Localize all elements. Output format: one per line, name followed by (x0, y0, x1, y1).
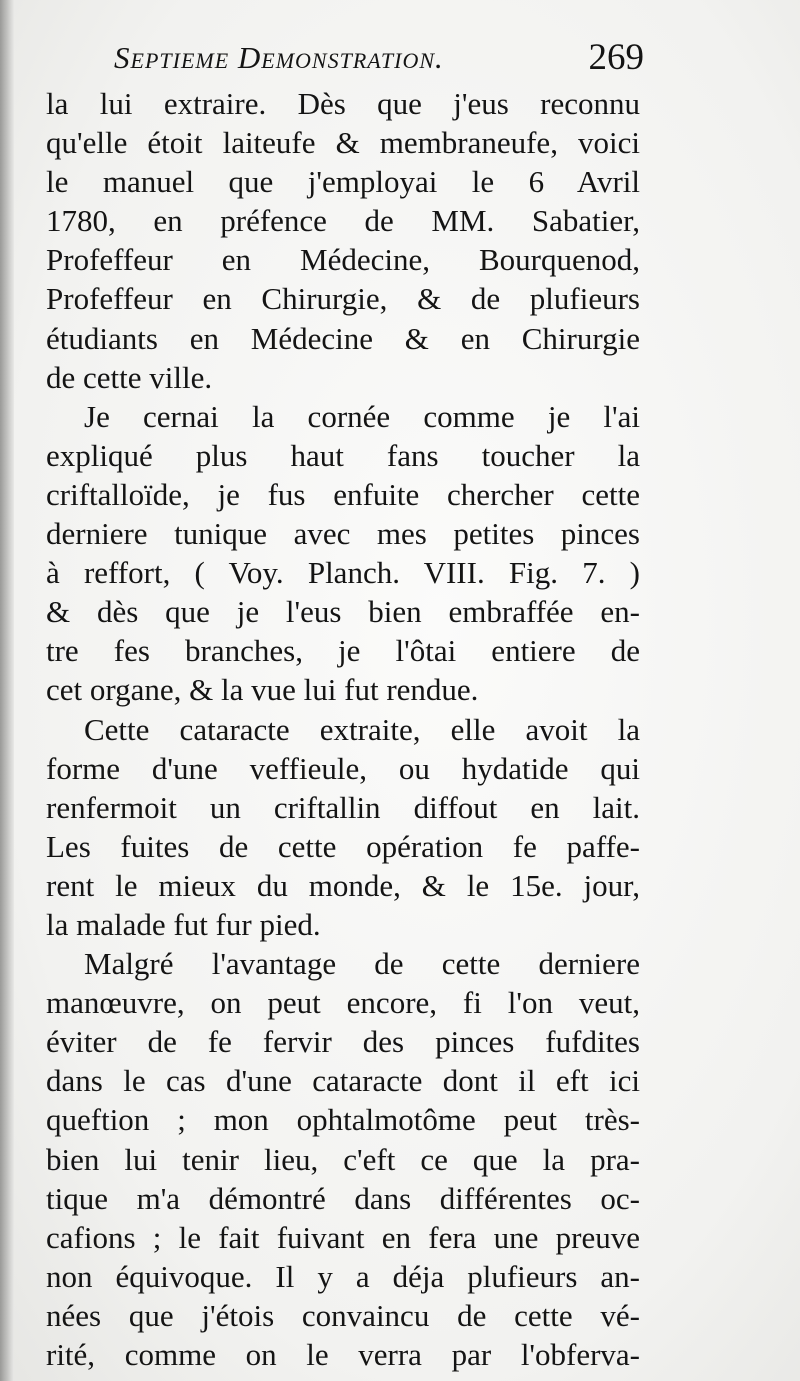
text-line: Profeffeur en Médecine, Bourquenod, (46, 242, 640, 278)
text-line: 1780, en préfence de MM. Sabatier, (46, 203, 640, 239)
text-line: de cette ville. (46, 359, 213, 395)
text-line: qu'elle étoit laiteufe & membraneufe, voici (46, 125, 640, 161)
text-line: étudiants en Médecine & en Chirurgie (46, 320, 640, 356)
text-line: renfermoit un criftallin diffout en lait. (46, 789, 640, 825)
page-header (114, 36, 644, 86)
bleed-through-margin (671, 194, 793, 248)
text-line: dans le cas d'une cataracte dont il eft ici (46, 1063, 640, 1099)
text-line: Cette cataracte extraite, elle avoit la (84, 711, 640, 747)
text-line: Malgré l'avantage de cette derniere (84, 946, 640, 982)
text-line: queftion ; mon ophtalmotôme peut très- (46, 1102, 640, 1138)
page-edge-shadow (0, 0, 14, 1381)
text-line: à reffort, ( Voy. Planch. VIII. Fig. 7. ) (46, 555, 640, 591)
text-line: & dès que je l'eus bien embraffée en- (46, 594, 640, 630)
running-title: Septieme Demonstration. (114, 40, 444, 75)
text-line: bien lui tenir lieu, c'eft ce que la pra- (46, 1141, 640, 1177)
page-number: 269 (588, 37, 644, 78)
text-line: non équivoque. Il y a déja plufieurs an- (46, 1258, 640, 1294)
text-line: derniere tunique avec mes petites pinces (46, 516, 640, 552)
text-line: expliqué plus haut fans toucher la (46, 437, 640, 473)
text-line: la lui extraire. Dès que j'eus reconnu (46, 86, 640, 121)
text-line: forme d'une veffieule, ou hydatide qui (46, 750, 640, 786)
text-line: criftalloïde, je fus enfuite chercher cette (46, 476, 640, 512)
text-line: tique m'a démontré dans différentes oc- (46, 1180, 640, 1216)
text-line: nées que j'étois convaincu de cette vé- (46, 1297, 640, 1333)
text-line: cafions ; le fait fuivant en fera une preuve (46, 1219, 640, 1255)
body-text (46, 84, 640, 1374)
text-line: le manuel que j'employai le 6 Avril (46, 164, 640, 200)
text-line: Je cernai la cornée comme je l'ai (84, 398, 640, 434)
text-line: tre fes branches, je l'ôtai entiere de (46, 633, 640, 669)
text-line: Profeffeur en Chirurgie, & de plufieurs (46, 281, 640, 317)
text-line: cet organe, & la vue lui fut rendue. (46, 672, 479, 708)
text-line: rent le mieux du monde, & le 15e. jour, (46, 867, 640, 903)
text-line: éviter de fe fervir des pinces fufdites (46, 1024, 640, 1060)
text-line: la malade fut fur pied. (46, 906, 321, 942)
text-line: manœuvre, on peut encore, fi l'on veut, (46, 985, 640, 1021)
text-line: rité, comme on le verra par l'obferva- (46, 1337, 640, 1372)
text-line: Les fuites de cette opération fe paffe- (46, 828, 640, 864)
